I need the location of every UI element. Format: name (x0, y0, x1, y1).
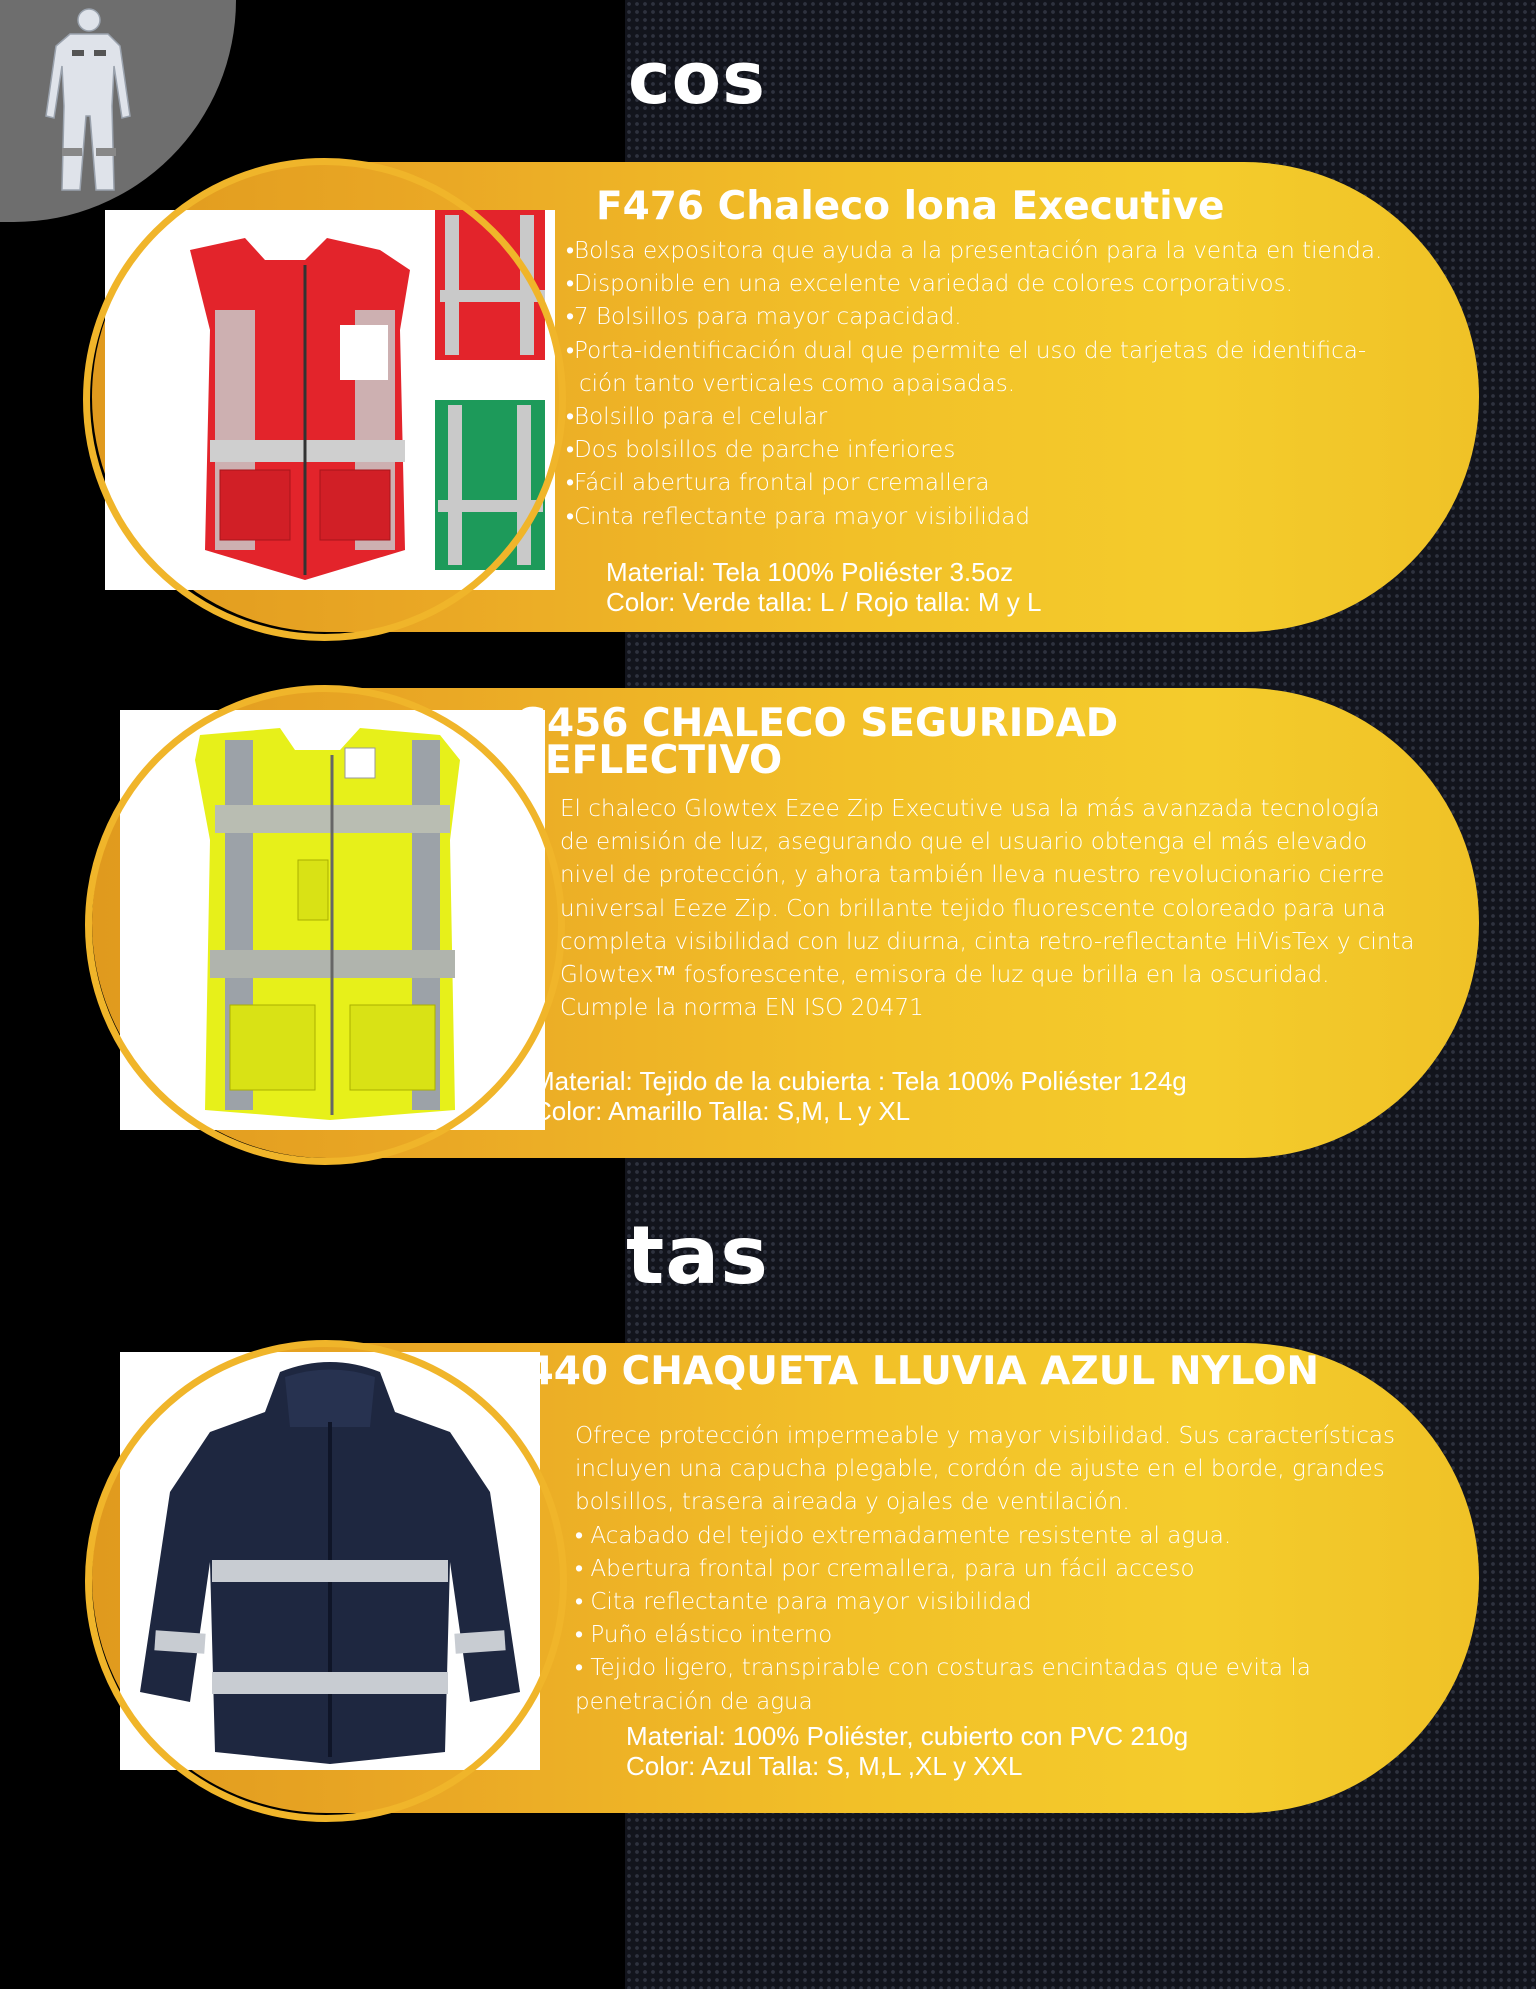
product-description-f440 (575, 1420, 1395, 1719)
product-title-f476: F476 Chaleco lona Executive (596, 184, 1225, 229)
bullet-item: penetración de agua (575, 1688, 813, 1715)
color-text: Color: Amarillo Talla: S,M, L y XL (533, 1096, 911, 1126)
bullet-item: •7 Bolsillos para mayor capacidad. (566, 304, 962, 331)
bullet-item: •Bolsa expositora que ayuda a la presentación para la venta en tienda. (566, 238, 1383, 264)
bullet-item: ción tanto verticales como apaisadas. (579, 370, 1016, 397)
photo-ring-f476 (83, 158, 566, 641)
material-text: Material: 100% Poliéster, cubierto con PVC 210g (626, 1721, 1189, 1751)
bullet-item: •Cinta reflectante para mayor visibilidad (566, 503, 1030, 530)
color-text: Color: Verde talla: L / Rojo talla: M y L (606, 587, 1042, 617)
bullet-item: •Fácil abertura frontal por cremallera (566, 470, 990, 497)
section-heading-top: cos (628, 36, 766, 120)
description-line: bolsillos, trasera aireada y ojales de ventilación. (575, 1489, 1130, 1516)
description-line: El chaleco Glowtex Ezee Zip Executive usa la más avanzada tecnología (560, 796, 1380, 822)
product-description-g456 (560, 793, 1415, 1025)
material-text: Material: Tela 100% Poliéster 3.5oz (606, 557, 1014, 587)
title-line: G456 CHALECO SEGURIDAD (515, 701, 1119, 746)
product-spec-f476 (606, 557, 1041, 617)
description-line: Cumple la norma EN ISO 20471 (560, 995, 924, 1022)
product-title-f440: F440 CHAQUETA LLUVIA AZUL NYLON (500, 1349, 1319, 1394)
product-spec-g456 (533, 1066, 1187, 1126)
coverall-icon (40, 6, 138, 194)
bullet-item: •Porta-identificación dual que permite el uso de tarjetas de identifica- (566, 337, 1367, 364)
bullet-item: •Bolsillo para el celular (566, 404, 828, 431)
bullet-item: • Acabado del tejido extremadamente resistente al agua. (575, 1522, 1232, 1549)
bullet-item: • Tejido ligero, transpirable con costuras encintadas que evita la (575, 1655, 1311, 1682)
description-line: Glowtex™ fosforescente, emisora de luz que brilla en la oscuridad. (560, 962, 1330, 989)
product-bullets-f476 (566, 235, 1382, 534)
material-text: Material: Tejido de la cubierta : Tela 100% Poliéster 124g (533, 1066, 1187, 1096)
bullet-item: • Cita reflectante para mayor visibilidad (575, 1589, 1032, 1616)
description-line: incluyen una capucha plegable, cordón de ajuste en el borde, grandes (575, 1456, 1385, 1483)
bullet-item: • Abertura frontal por cremallera, para un fácil acceso (575, 1555, 1195, 1582)
bullet-item: • Puño elástico interno (575, 1622, 833, 1649)
product-spec-f440 (626, 1721, 1188, 1781)
bullet-item: •Disponible en una excelente variedad de colores corporativos. (566, 271, 1293, 298)
description-line: nivel de protección, y ahora también lleva nuestro revolucionario cierre (560, 862, 1385, 889)
description-line: de emisión de luz, asegurando que el usuario obtenga el más elevado (560, 829, 1368, 856)
product-title-g456 (515, 701, 1119, 783)
description-line: universal Eeze Zip. Con brillante tejido fluorescente coloreado para una (560, 895, 1386, 922)
description-line: Ofrece protección impermeable y mayor visibilidad. Sus características (575, 1423, 1396, 1449)
section-heading-middle: tas (626, 1209, 769, 1302)
photo-ring-g456 (85, 685, 565, 1165)
description-line: completa visibilidad con luz diurna, cinta retro-reflectante HiVisTex y cinta (560, 928, 1415, 955)
photo-ring-f440 (85, 1340, 567, 1822)
title-line: REFLECTIVO (515, 738, 783, 783)
bullet-item: •Dos bolsillos de parche inferiores (566, 437, 956, 464)
color-text: Color: Azul Talla: S, M,L ,XL y XXL (626, 1751, 1023, 1781)
